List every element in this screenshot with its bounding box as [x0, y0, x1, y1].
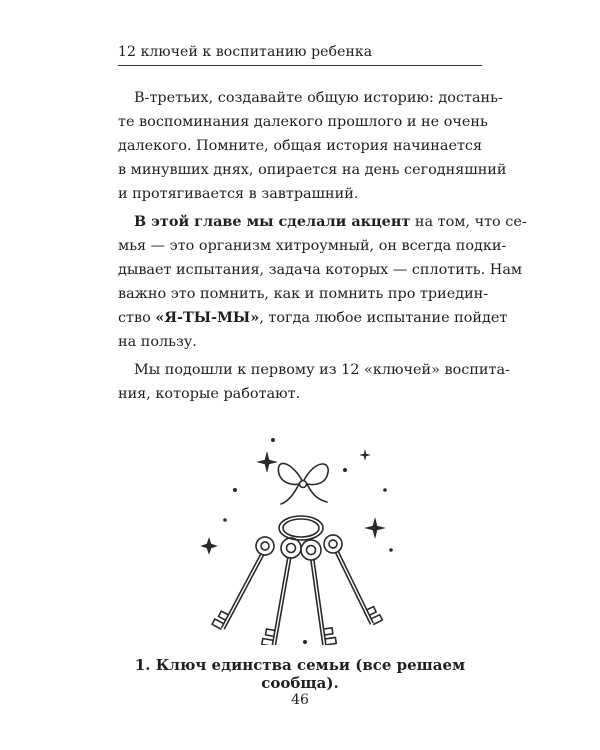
text-line: далекого. Помните, общая история начинается	[118, 138, 483, 154]
text-line: и протягивается в завтрашний.	[118, 186, 359, 202]
text-line	[118, 306, 508, 330]
paragraph-2	[118, 210, 527, 354]
text-fragment: ство	[118, 310, 156, 326]
paragraph-1	[118, 86, 507, 206]
text-line: важно это помнить, как и помнить про триедин-	[118, 286, 489, 302]
chapter-key-caption: 1. Ключ единства семьи (все решаем сообща).	[134, 656, 466, 692]
text-line: на пользу.	[118, 334, 197, 350]
text-fragment: на том, что се-	[410, 214, 527, 230]
running-header: 12 ключей к воспитанию ребенка	[118, 44, 482, 66]
text-line: В-третьих, создавайте общую историю: достань-	[134, 90, 503, 106]
text-fragment: , тогда любое испытание пойдет	[259, 310, 508, 326]
text-line: ния, которые работают.	[118, 386, 301, 402]
text-line: Мы подошли к первому из 12 «ключей» воспита-	[134, 362, 510, 378]
bold-triad: «Я-ТЫ-МЫ»	[155, 309, 260, 326]
bold-lead: В этой главе мы сделали акцент	[134, 213, 411, 230]
page-number: 46	[291, 692, 309, 708]
keys-with-bow-icon	[195, 430, 405, 645]
text-line: те воспоминания далекого прошлого и не очень	[118, 114, 488, 130]
text-line: дывает испытания, задача которых — сплотить. Нам	[118, 262, 523, 278]
paragraph-3	[118, 358, 510, 406]
text-line: мья — это организм хитроумный, он всегда подки-	[118, 238, 507, 254]
text-line	[118, 210, 527, 234]
text-line: в минувших днях, опирается на день сегодняшний	[118, 162, 507, 178]
